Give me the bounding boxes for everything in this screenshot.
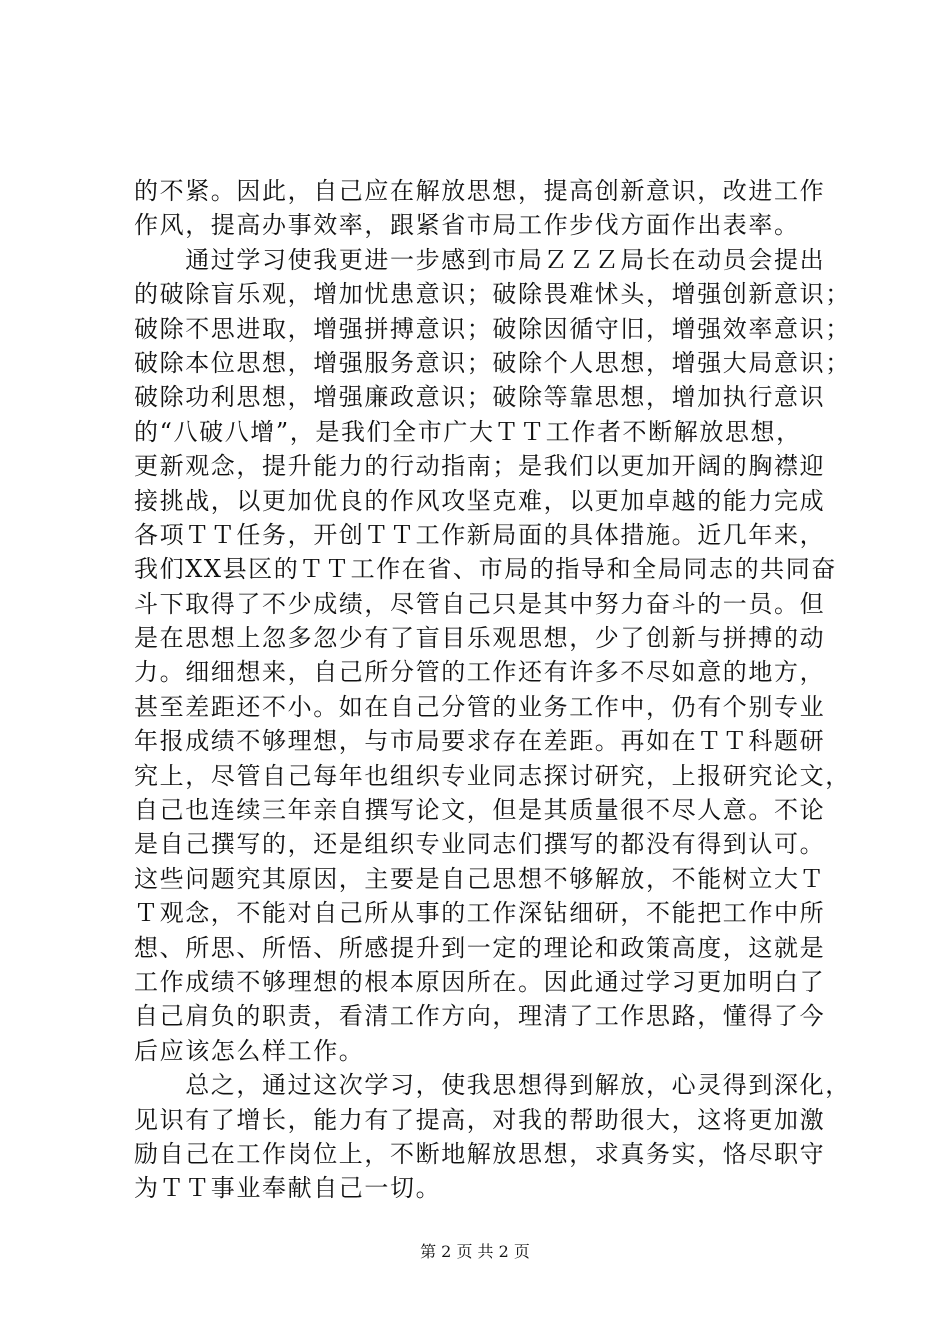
text-line: 是自己撰写的，还是组织专业同志们撰写的都没有得到认可。: [134, 830, 826, 859]
text-line: 更新观念，提升能力的行动指南；是我们以更加开阔的胸襟迎: [134, 452, 826, 481]
text-line: 我们XX县区的ＴＴ工作在省、市局的指导和全局同志的共同奋: [134, 555, 837, 584]
text-line: 的“八破八增”，是我们全市广大ＴＴ工作者不断解放思想，: [134, 417, 802, 446]
text-line: 破除本位思想，增强服务意识；破除个人思想，增强大局意识；: [134, 348, 851, 377]
text-line: 斗下取得了不少成绩，尽管自己只是其中努力奋斗的一员。但: [134, 589, 826, 618]
text-line: 各项ＴＴ任务，开创ＴＴ工作新局面的具体措施。近几年来，: [134, 520, 826, 549]
text-line: 自己也连续三年亲自撰写论文，但是其质量很不尽人意。不论: [134, 796, 826, 825]
text-line: 的破除盲乐观，增加忧患意识；破除畏难怵头，增强创新意识；: [134, 280, 851, 309]
text-line: 作风，提高办事效率，跟紧省市局工作步伐方面作出表率。: [134, 211, 800, 240]
text-line: 见识有了增长，能力有了提高，对我的帮助很大，这将更加激: [134, 1105, 826, 1134]
text-line: 通过学习使我更进一步感到市局ＺＺＺ局长在动员会提出: [134, 245, 826, 274]
text-line: 甚至差距还不小。如在自己分管的业务工作中，仍有个别专业: [134, 692, 826, 721]
text-line: 工作成绩不够理想的根本原因所在。因此通过学习更加明白了: [134, 967, 826, 996]
text-line: 励自己在工作岗位上，不断地解放思想，求真务实，恪尽职守: [134, 1139, 826, 1168]
text-line: 破除功利思想，增强廉政意识；破除等靠思想，增加执行意识: [134, 383, 826, 412]
text-line: 总之，通过这次学习，使我思想得到解放，心灵得到深化，: [134, 1071, 851, 1100]
text-line: 后应该怎么样工作。: [134, 1036, 365, 1065]
text-line: 接挑战，以更加优良的作风攻坚克难，以更加卓越的能力完成: [134, 486, 826, 515]
body-text: [134, 174, 851, 1206]
text-line: 力。细细想来，自己所分管的工作还有许多不尽如意的地方，: [134, 658, 826, 687]
text-line: 自己肩负的职责，看清工作方向，理清了工作思路，懂得了今: [134, 1002, 826, 1031]
text-line: 是在思想上忽多忽少有了盲目乐观思想，少了创新与拼搏的动: [134, 624, 826, 653]
text-line: 为ＴＴ事业奉献自己一切。: [134, 1174, 442, 1203]
page-number-footer: 第 2 页 共 2 页: [420, 1242, 530, 1261]
text-line: 破除不思进取，增强拼搏意识；破除因循守旧，增强效率意识；: [134, 314, 851, 343]
text-line: 这些问题究其原因，主要是自己思想不够解放，不能树立大Ｔ: [134, 864, 826, 893]
text-line: 的不紧。因此，自己应在解放思想，提高创新意识，改进工作: [134, 177, 826, 205]
text-line: 究上，尽管自己每年也组织专业同志探讨研究，上报研究论文，: [134, 761, 851, 790]
text-line: 想、所思、所悟、所感提升到一定的理论和政策高度，这就是: [134, 933, 826, 962]
text-line: 年报成绩不够理想，与市局要求存在差距。再如在ＴＴ科题研: [134, 727, 826, 756]
text-line: Ｔ观念，不能对自己所从事的工作深钻细研，不能把工作中所: [134, 899, 826, 928]
